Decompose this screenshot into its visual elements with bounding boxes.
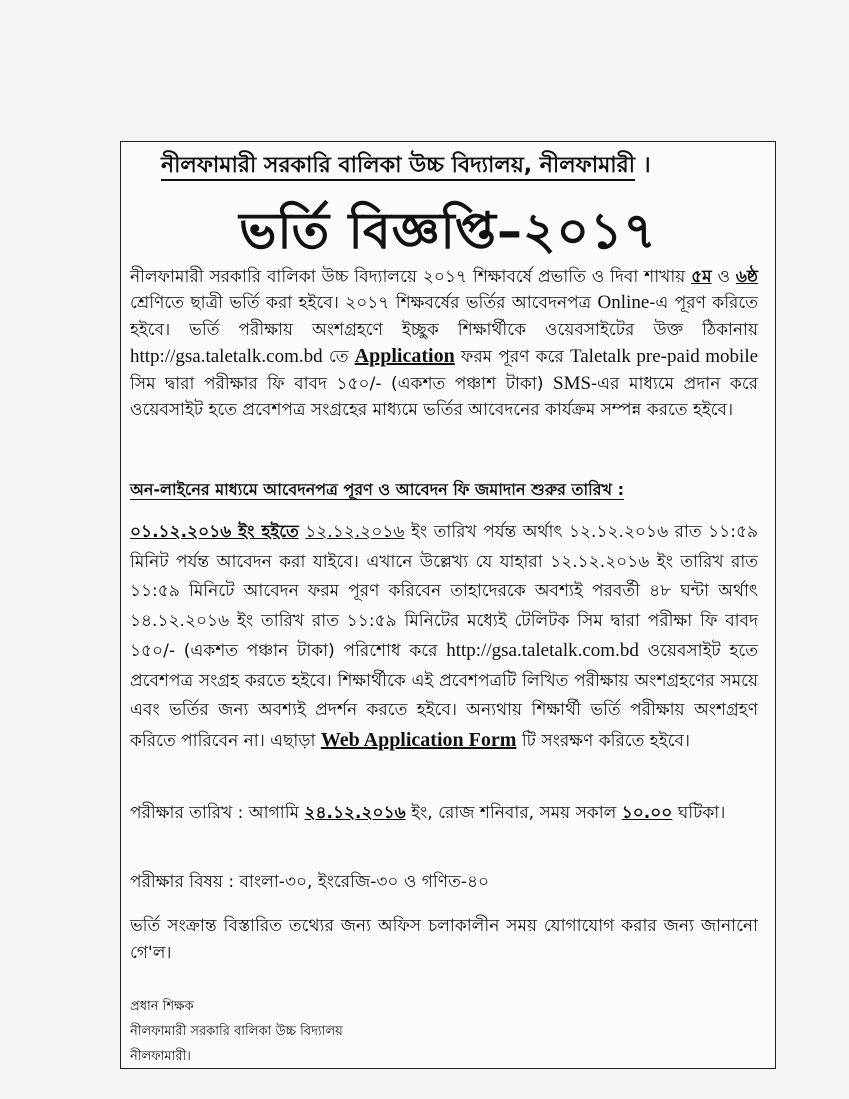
school-name-end: । xyxy=(642,153,651,178)
signature-place: নীলফামারী। xyxy=(130,1049,191,1064)
exam-subjects: পরীক্ষার বিষয় : বাংলা-৩০, ইংরেজি-৩০ ও গণিত-৪০ xyxy=(130,872,490,892)
school-name xyxy=(161,148,761,185)
intro-text-2: ও xyxy=(717,267,730,287)
end-date: ১২.১২.২০১৬ xyxy=(305,522,405,542)
start-date: ০১.১২.২০১৬ ইং হইতে xyxy=(130,522,299,542)
intro-text-5: তে xyxy=(328,347,349,368)
schedule-text-3: টি সংরক্ষণ করিতে হইবে। xyxy=(521,730,690,751)
school-name-text: নীলফামারী সরকারি বালিকা উচ্চ বিদ্যালয়, নীলফামারী xyxy=(161,153,635,181)
schedule-text-1: ইং তারিখ পর্যন্ত অর্থাৎ ১২.১২.২০১৬ রাত ১১:৫৯ মিনিট পর্যন্ত আবেদন করা যাইবে। এখানে উল্লেখ্য যে যাহারা ১২.১২.২০১৬ ইং তারিখ রাত ১১:৫৯ মিনিটে আবেদন ফরম পূরণ করিবেন তাহাদেরকে অবশ্যই পরবর্তী ৪৮ ঘন্টা অর্থাৎ ১৪.১২.২০১৬ ইং তারিখ রাত ১১:৫৯ মিনিটের মধ্যেই টেলিটক সিম দ্বারা পরীক্ষা ফি বাবদ ১৫০/- (একশত পঞ্চান টাকা) পরিশোধ করে xyxy=(130,522,759,661)
exam-time: ১০.০০ xyxy=(621,803,673,823)
exam-time-suffix: ঘটিকা। xyxy=(677,803,726,823)
taletalk-text: Taletalk pre-paid mobile xyxy=(569,346,759,368)
contact-note: ভর্তি সংক্রান্ত বিস্তারিত তথ্যের জন্য অফিস চলাকালীন সময় যোগাযোগ করার জন্য জানানো গে'ল। xyxy=(130,916,758,963)
sms-word: SMS xyxy=(553,372,592,394)
class-6: ৬ষ্ঠ xyxy=(735,267,758,287)
intro-text-8: -এর মাধ্যমে প্রদান করে ওয়েবসাইট হতে প্রবেশপত্র সংগ্রহের মাধ্যমে ভর্তির আবেদনের কার্যক্রম সম্পন্ন করতে হইবে। xyxy=(130,373,758,421)
intro-text-4: -এ পূরণ করিতে হইবে। ভর্তি পরীক্ষায় অংশগ্রহণে ইচ্ছুক শিক্ষার্থীকে ওয়েবসাইটের উক্ত ঠিকানায় xyxy=(130,293,758,340)
intro-text-3: শ্রেণিতে ছাত্রী ভর্তি করা হইবে। ২০১৭ শিক্ষবর্ষের ভর্তির আবেদনপত্র xyxy=(130,293,592,314)
intro-text-1: নীলফামারী সরকারি বালিকা উচ্চ বিদ্যালয়ে ২০১৭ শিক্ষাবর্ষে প্রভাতি ও দিবা শাখায় xyxy=(130,267,686,287)
intro-text-6: ফরম পূরণ করে xyxy=(460,347,564,368)
schedule-url: http://gsa.taletalk.com.bd xyxy=(446,640,639,661)
exam-date: ২৪.১২.২০১৬ xyxy=(304,803,406,823)
online-heading-text: অন-লাইনের মাধ্যমে আবেদনপত্র পূরণ ও আবেদন ফি জমাদান শুরুর তারিখ : xyxy=(130,480,624,499)
online-heading xyxy=(130,478,758,502)
admission-notice xyxy=(120,141,776,1069)
intro-paragraph xyxy=(130,264,758,423)
website-url: http://gsa.taletalk.com.bd xyxy=(130,346,323,368)
schedule-paragraph xyxy=(130,518,758,756)
application-word: Application xyxy=(354,345,455,368)
schedule-text-2: ওয়েবসাইট হতে প্রবেশপত্র সংগ্রহ করতে হইবে। শিক্ষার্থীকে এই প্রবেশপত্রটি লিখিত পরীক্ষায় অংশগ্রহণের সময়ে এবং ভর্তির জন্য অবশ্যই প্রদর্শন করতে হইবে। অন্যথায় শিক্ষার্থী ভর্তি পরীক্ষায় অংশগ্রহণ করিতে পারিবেন না। এছাড়া xyxy=(130,641,758,751)
online-word: Online xyxy=(597,292,650,314)
intro-text-7: সিম দ্বারা পরীক্ষার ফি বাবদ ১৫০/- (একশত পঞ্চাশ টাকা) xyxy=(130,373,544,394)
signature-school: নীলফামারী সরকারি বালিকা উচ্চ বিদ্যালয় xyxy=(130,1024,343,1039)
exam-date-paragraph xyxy=(130,800,758,827)
class-5: ৫ম xyxy=(691,267,712,287)
signature-designation: প্রধান শিক্ষক xyxy=(130,999,194,1014)
exam-date-text: ইং, রোজ শনিবার, সময় সকাল xyxy=(411,803,617,823)
web-application-form: Web Application Form xyxy=(320,728,517,751)
notice-title: ভর্তি বিজ্ঞপ্তি–২০১৭ xyxy=(239,202,657,260)
exam-date-label: পরীক্ষার তারিখ : আগামি xyxy=(130,803,300,823)
signature-block xyxy=(130,994,530,1069)
